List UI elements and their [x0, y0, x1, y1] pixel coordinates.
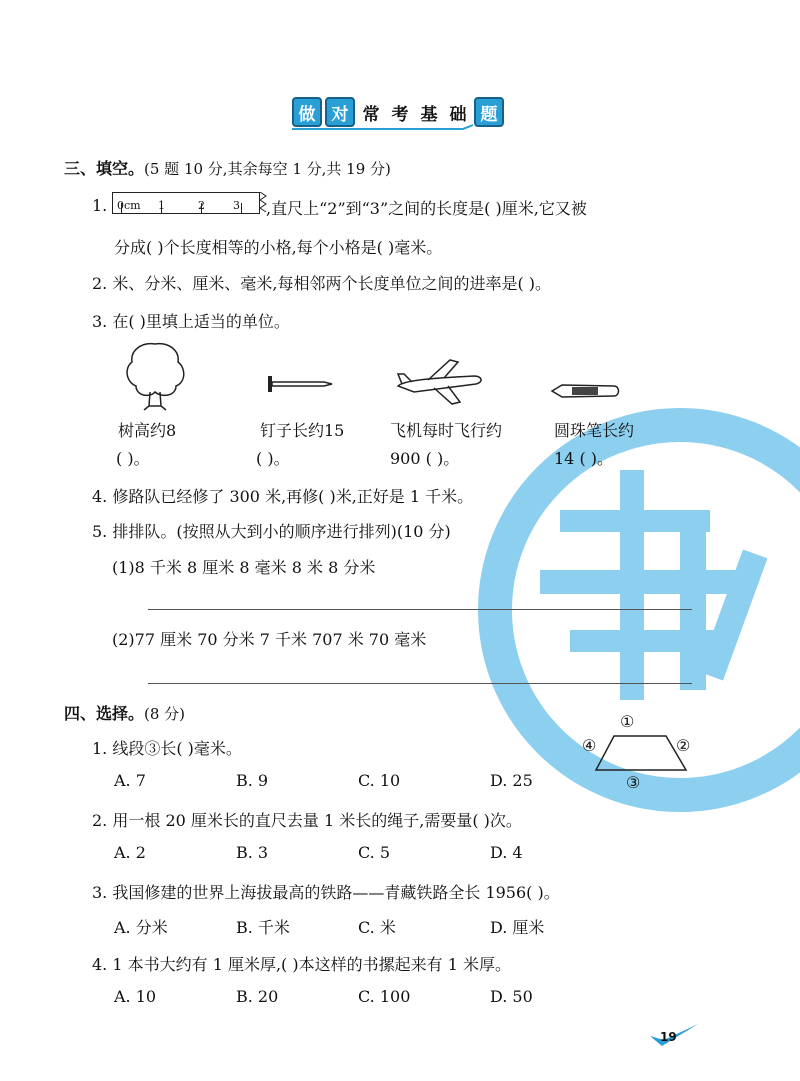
q5-part2: (2)77 厘米 70 分米 7 千米 707 米 70 毫米	[112, 630, 427, 649]
trapezoid-label: ②	[676, 736, 691, 755]
s4-q1: 1. 线段③长( )毫米。	[92, 739, 242, 758]
s4-q1-opt-c: C. 10	[358, 771, 401, 790]
trapezoid-label: ③	[626, 773, 641, 792]
section-3-score: (5 题 10 分,其余每空 1 分,共 19 分)	[144, 160, 391, 178]
q5-part1: (1)8 千米 8 厘米 8 毫米 8 米 8 分米	[112, 558, 376, 577]
s4-q1-opt-b: B. 9	[236, 771, 269, 790]
ruler-tick	[241, 203, 242, 213]
s4-q2-opt-c: C. 5	[358, 843, 391, 862]
s4-q1-opt-d: D. 25	[490, 771, 533, 790]
pic-2-blank: ( )。	[256, 449, 290, 468]
s4-q4-opt-a: A. 10	[114, 987, 157, 1006]
pic-2-label: 钉子长约15	[260, 421, 345, 440]
s4-q2-opt-b: B. 3	[236, 843, 269, 862]
section-4-title: 四、选择。	[64, 704, 145, 723]
s4-q3-opt-d: D. 厘米	[490, 918, 545, 937]
pen-icon	[548, 380, 624, 402]
pic-1-blank: ( )。	[116, 449, 150, 468]
q5-text: 5. 排排队。(按照从大到小的顺序进行排列)(10 分)	[92, 522, 451, 541]
pic-4-blank: 14 ( )。	[554, 449, 614, 468]
section-badge	[292, 97, 507, 127]
pic-4-label: 圆珠笔长约	[554, 421, 635, 440]
page-number-badge	[650, 1026, 677, 1045]
s4-q3-opt-a: A. 分米	[114, 918, 168, 937]
s4-q4: 4. 1 本书大约有 1 厘米厚,( )本这样的书摞起来有 1 米厚。	[92, 955, 511, 974]
section-3-title: 三、填空。	[64, 159, 145, 178]
badge-char: 题	[474, 97, 504, 127]
q1-number: 1.	[92, 196, 108, 215]
section-4-heading	[64, 701, 185, 724]
s4-q2-opt-a: A. 2	[114, 843, 146, 862]
s4-q4-opt-c: C. 100	[358, 987, 411, 1006]
page-number: 19	[660, 1030, 677, 1044]
q3-text: 3. 在( )里填上适当的单位。	[92, 312, 290, 331]
pic-3-label: 飞机每时飞行约	[390, 421, 503, 440]
q1-text: ,直尺上“2”到“3”之间的长度是( )厘米,它又被	[266, 199, 587, 218]
q1-text-2: 分成( )个长度相等的小格,每个小格是( )毫米。	[114, 238, 443, 257]
section-3-heading	[64, 156, 391, 179]
tree-icon	[122, 340, 188, 412]
trapezoid-figure	[580, 710, 710, 794]
s4-q1-opt-a: A. 7	[114, 771, 146, 790]
q2-text: 2. 米、分米、厘米、毫米,每相邻两个长度单位之间的进率是( )。	[92, 274, 552, 293]
badge-char: 础	[449, 104, 467, 125]
badge-char: 对	[325, 97, 355, 127]
s4-q3-opt-b: B. 千米	[236, 918, 290, 937]
badge-char: 基	[420, 104, 438, 125]
badge-char: 考	[391, 104, 409, 125]
ruler-label: 1	[158, 199, 165, 212]
pic-1-label: 树高约8	[118, 421, 177, 440]
airplane-icon	[394, 356, 486, 408]
badge-underline-icon	[288, 124, 478, 134]
ruler-label: 0cm	[117, 199, 141, 212]
s4-q4-opt-d: D. 50	[490, 987, 533, 1006]
s4-q2-opt-d: D. 4	[490, 843, 523, 862]
badge-char: 常	[362, 104, 380, 125]
badge-char: 做	[292, 97, 322, 127]
s4-q3: 3. 我国修建的世界上海拔最高的铁路——青藏铁路全长 1956( )。	[92, 883, 560, 902]
trapezoid-label: ④	[582, 736, 597, 755]
section-4-score: (8 分)	[144, 705, 186, 723]
s4-q2: 2. 用一根 20 厘米长的直尺去量 1 米长的绳子,需要量( )次。	[92, 811, 522, 830]
answer-line	[148, 609, 692, 610]
s4-q4-opt-b: B. 20	[236, 987, 279, 1006]
q4-text: 4. 修路队已经修了 300 米,再修( )米,正好是 1 千米。	[92, 487, 474, 506]
trapezoid-label: ①	[620, 712, 635, 731]
ruler-label: 3	[233, 199, 240, 212]
ruler-label: 2	[198, 199, 205, 212]
pic-3-blank: 900 ( )。	[390, 449, 460, 468]
s4-q3-opt-c: C. 米	[358, 918, 396, 937]
answer-line	[148, 683, 692, 684]
nail-icon	[266, 374, 334, 394]
ruler-image	[112, 192, 260, 214]
